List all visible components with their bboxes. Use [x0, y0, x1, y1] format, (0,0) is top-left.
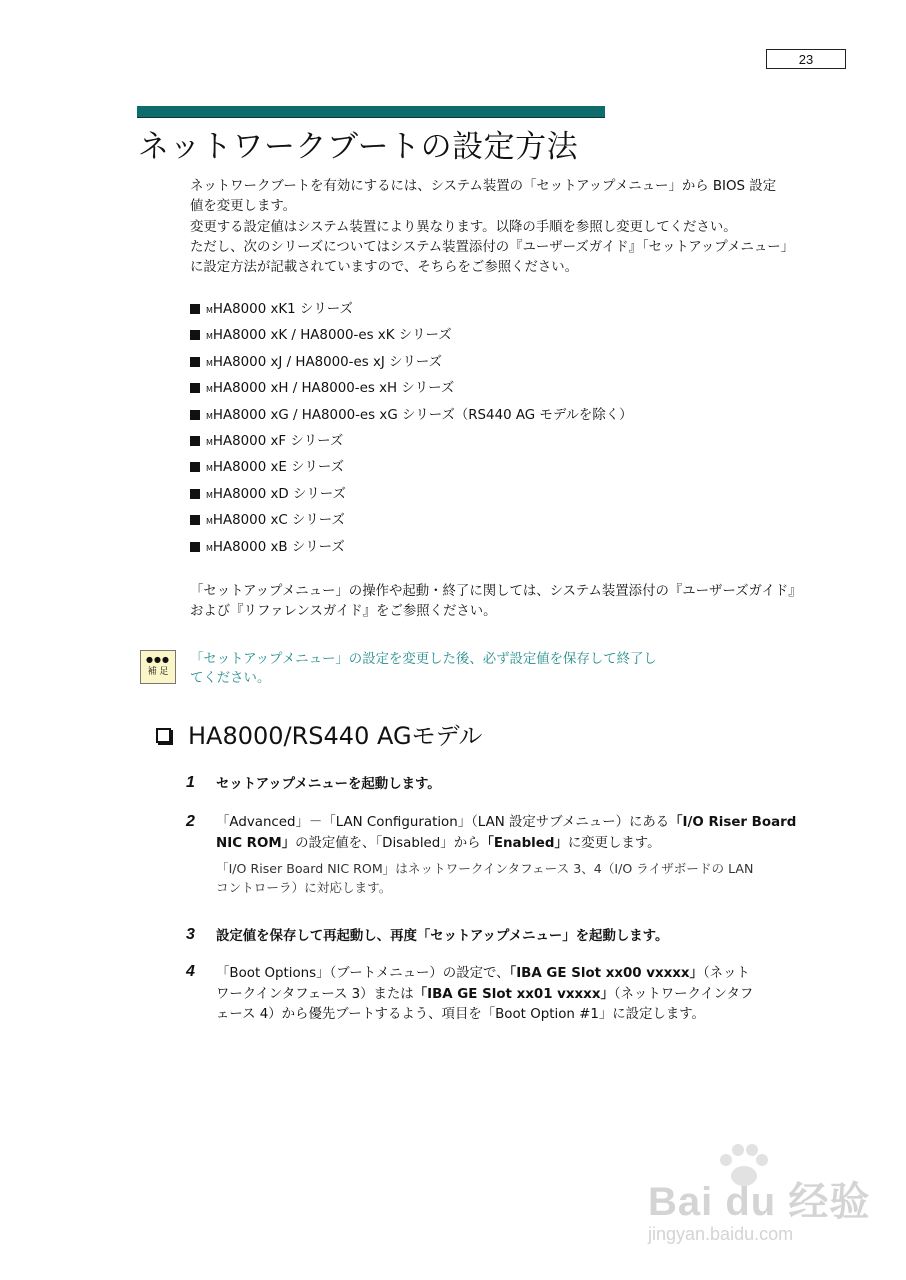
step-number: 1 [186, 774, 195, 791]
step-text: 設定値を保存して再起動し、再度「セットアップメニュー」を起動します。 [216, 929, 669, 944]
list-item: MHA8000 xJ / HA8000-es xJ シリーズ [190, 350, 633, 376]
watermark-logo-text: Bai du 经验 [648, 1180, 871, 1224]
list-item: MHA8000 xC シリーズ [190, 508, 633, 534]
step-number: 3 [186, 926, 195, 943]
list-item: MHA8000 xK / HA8000-es xK シリーズ [190, 323, 633, 349]
square-bullet-icon [190, 330, 200, 340]
outro-paragraph [190, 582, 802, 623]
series-list [190, 297, 633, 561]
step-number: 4 [186, 963, 195, 980]
square-bullet-icon [190, 357, 200, 367]
step-text: 「Advanced」－「LAN Configuration」（LAN 設定サブメニュー）にある「I/O Riser Board NIC ROM」の設定値を、「Disabled」から「Enabled」に変更します。 [216, 815, 797, 851]
step-number: 2 [186, 813, 195, 830]
outro-line: および『リファレンスガイド』をご参照ください。 [190, 604, 497, 620]
square-bullet-icon [190, 515, 200, 525]
title-accent-bar [137, 106, 605, 118]
checkbox-icon [156, 728, 171, 743]
list-item: MHA8000 xF シリーズ [190, 429, 633, 455]
note-icon: ●●● 補 足 [140, 650, 176, 684]
intro-line: に設定方法が記載されていますので、そちらをご参照ください。 [190, 260, 579, 276]
list-item: MHA8000 xH / HA8000-es xH シリーズ [190, 376, 633, 402]
section-heading: HA8000/RS440 AGモデル [156, 716, 482, 751]
square-bullet-icon [190, 383, 200, 393]
step-text: 「Boot Options」（ブートメニュー）の設定で、「IBA GE Slot xx00 vxxxx」（ネット ワークインタフェース 3）または「IBA GE Slot xx01 vxxxx」（ネットワークインタフ ェース 4）から優先ブートするよう、項目を「Boot Option #1」に設定します。 [216, 966, 754, 1022]
step-note: 「I/O Riser Board NIC ROM」はネットワークインタフェース 3、4（I/O ライザボードの LAN コントローラ）に対応します。 [216, 861, 754, 895]
square-bullet-icon [190, 489, 200, 499]
intro-line: 変更する設定値はシステム装置により異なります。以降の手順を参照し変更してください。 [190, 219, 737, 235]
note-icon-label: 補 足 [147, 667, 169, 677]
intro-line: 値を変更します。 [190, 199, 297, 215]
intro-paragraph [190, 177, 794, 278]
list-item: MHA8000 xG / HA8000-es xG シリーズ（RS440 AG モデルを除く） [190, 403, 633, 429]
list-item: MHA8000 xE シリーズ [190, 455, 633, 481]
outro-line: 「セットアップメニュー」の操作や起動・終了に関しては、システム装置添付の『ユーザーズガイド』 [190, 584, 802, 599]
baidu-watermark [640, 1140, 880, 1270]
step-text: セットアップメニューを起動します。 [216, 777, 441, 792]
square-bullet-icon [190, 462, 200, 472]
note-text: 「セットアップメニュー」の設定を変更した後、必ず設定値を保存して終了し てください。 [190, 652, 657, 686]
square-bullet-icon [190, 304, 200, 314]
intro-line: ただし、次のシリーズについてはシステム装置添付の『ユーザーズガイド』「セットアップメニュー」 [190, 239, 795, 255]
intro-line: ネットワークブートを有効にするには、システム装置の「セットアップメニュー」から BIOS 設定 [190, 179, 777, 194]
page-number: 23 [766, 49, 846, 69]
square-bullet-icon [190, 542, 200, 552]
list-item: MHA8000 xB シリーズ [190, 535, 633, 561]
watermark-url: jingyan.baidu.com [648, 1224, 794, 1244]
list-item: MHA8000 xK1 シリーズ [190, 297, 633, 323]
square-bullet-icon [190, 410, 200, 420]
square-bullet-icon [190, 436, 200, 446]
page-title: ネットワークブートの設定方法 [138, 129, 579, 165]
list-item: MHA8000 xD シリーズ [190, 482, 633, 508]
